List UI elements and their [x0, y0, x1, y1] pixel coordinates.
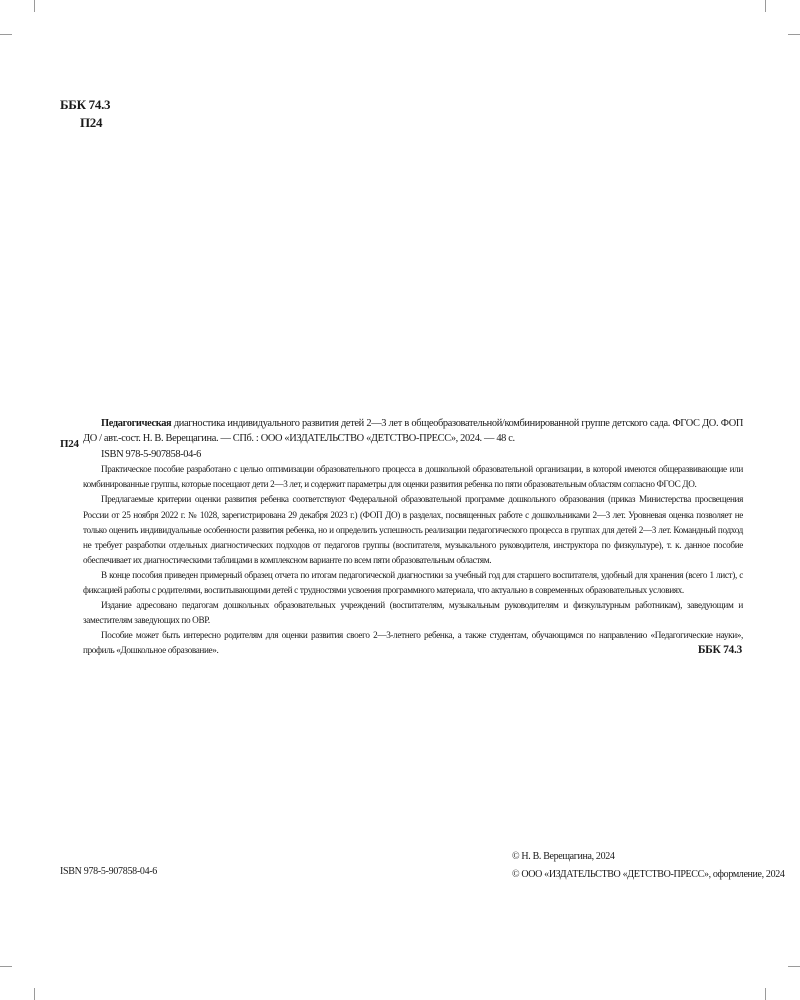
copyright-author: © Н. В. Верещагина, 2024 — [512, 851, 615, 862]
author-code: П24 — [80, 115, 103, 130]
crop-mark-top-right — [788, 34, 800, 35]
annotation-paragraph: Предлагаемые критерии оценки развития ребенка соответствуют Федеральной образовательной программе дошкольного образования (приказ Министерства просвещения России от 25 ноября 2022 г. № 1028, зарегистрирована 29 декабря 2023 г.) (ФОП ДО) в разделах, посвященных работе с дошкольниками 2—3 лет. Уровневая оценка позволяет не только оценить индивидуальные особенности развития ребенка, но и определить успешность реализации педагогического процесса в группах для детей 2—3 лет. Командный подход не требует разработки отдельных диагностических подходов от педагогов группы (воспитателя, музыкального руководителя, инструктора по физкультуре), т. к. данное пособие обеспечивает их диагностическими таблицами в комплексном варианте по всем пяти образовательным областям. — [83, 494, 743, 565]
bbk-classification: ББК 74.3 — [60, 97, 111, 112]
entry-author-code: П24 — [60, 438, 79, 450]
entry-title-rest: диагностика индивидуального развития детей 2—3 лет в общеобразовательной/комбинированной группе детского сада. ФГОС ДО. ФОП ДО / авт.-сост. Н. В. Верещагина. — СПб. : ООО «ИЗДАТЕЛЬСТВО «ДЕТСТВО-ПРЕСС», 2024. — 48 с. — [83, 418, 743, 445]
annotation-paragraph: Практическое пособие разработано с целью оптимизации образовательного процесса в дошкольной образовательной организации, в которой имеются общеразвивающие или комбинированные группы, которые посещают дети 2—3 лет, и содержит параметры для оценки развития ребенка по пяти образовательным областям согласно ФГОС ДО. — [83, 464, 743, 490]
entry-isbn: ISBN 978-5-907858-04-6 — [101, 448, 201, 460]
crop-mark-bottom-right-v — [765, 988, 766, 1000]
bbk-header — [60, 96, 110, 132]
footer-isbn: ISBN 978-5-907858-04-6 — [60, 866, 158, 877]
entry-title — [83, 416, 743, 447]
crop-mark-bottom-left — [0, 966, 12, 967]
crop-mark-bottom-left-v — [34, 988, 35, 1000]
bibliographic-entry — [83, 416, 743, 658]
copyright-block — [512, 848, 785, 884]
crop-mark-top-left-v — [34, 0, 35, 12]
copyright-publisher: © ООО «ИЗДАТЕЛЬСТВО «ДЕТСТВО-ПРЕСС», оформление, 2024 — [512, 869, 785, 880]
annotation-paragraph: Пособие может быть интересно родителям для оценки развития своего 2—3-летнего ребенка, а также студентам, обучающимся по направлению «Педагогические науки», профиль «Дошкольное образование». — [83, 630, 743, 656]
bbk-bottom: ББК 74.3 — [697, 644, 742, 656]
crop-mark-top-right-v — [765, 0, 766, 12]
crop-mark-top-left — [0, 34, 12, 35]
annotation-paragraph: В конце пособия приведен примерный образец отчета по итогам педагогической диагностики за учебный год для старшего воспитателя, удобный для хранения (всего 1 лист), с фиксацией работы с родителями, воспитывающими детей с трудностями усвоения программного материала, что актуально в современных образовательных условиях. — [83, 569, 743, 595]
crop-mark-bottom-right — [788, 966, 800, 967]
annotation-paragraph: Издание адресовано педагогам дошкольных образовательных учреждений (воспитателям, музыкальным руководителям и физкультурным работникам), заведующим и заместителям заведующих по ОВР. — [83, 600, 743, 626]
entry-title-bold: Педагогическая — [101, 418, 172, 429]
